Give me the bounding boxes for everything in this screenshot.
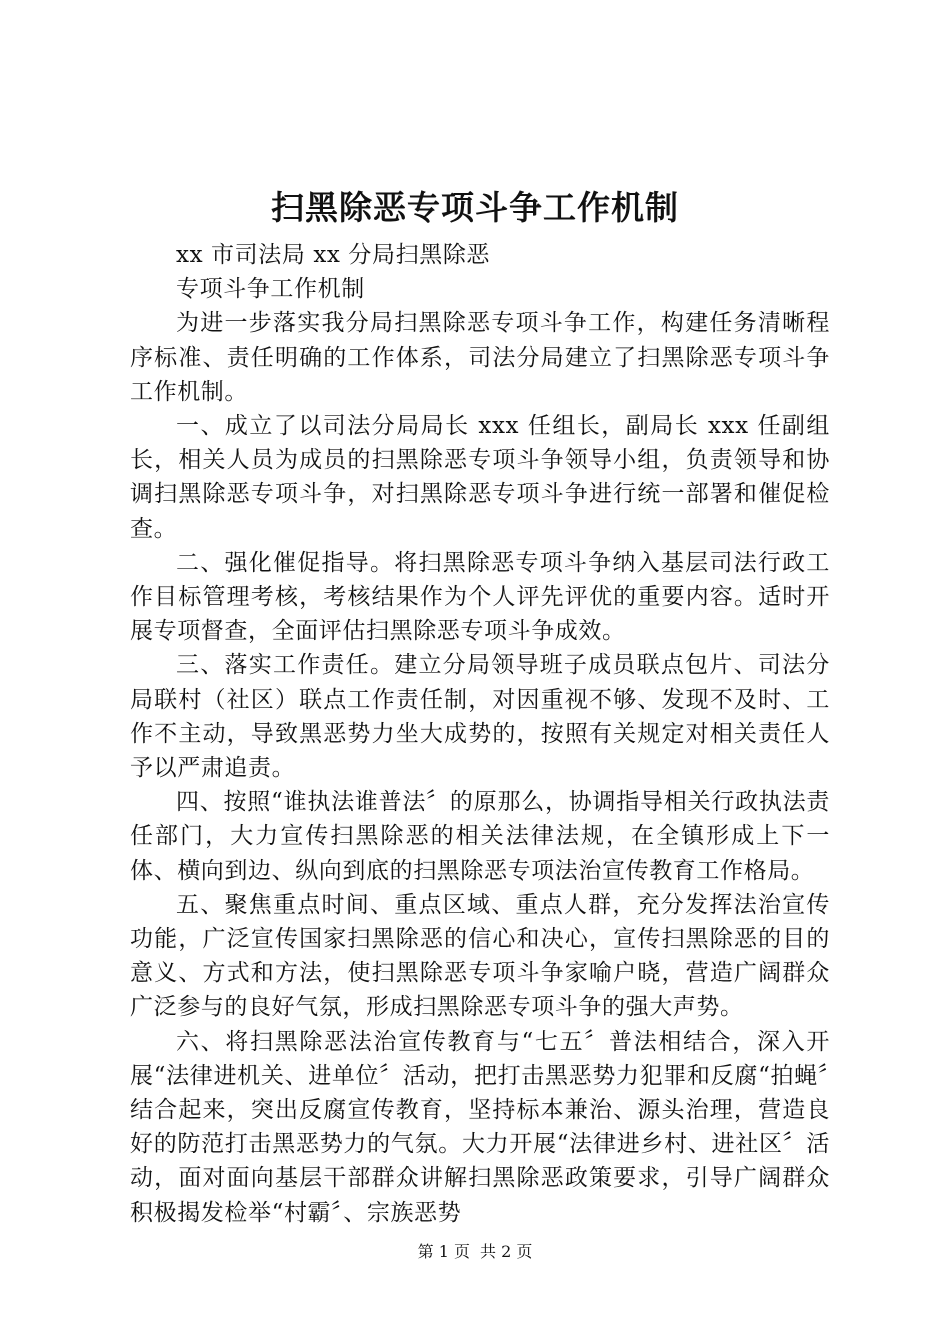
paragraph-4: 四、按照“谁执法谁普法〞的原那么，协调指导相关行政执法责任部门，大力宣传扫黑除恶的相关法律法规，在全镇形成上下一体、横向到边、纵向到底的扫黑除恶专项法治宣传教育工作格局。	[130, 789, 830, 884]
document-title: 扫黑除恶专项斗争工作机制	[271, 188, 679, 227]
subtitle-line-2: 专项斗争工作机制	[176, 276, 365, 303]
paragraph-5: 五、聚焦重点时间、重点区域、重点人群，充分发挥法治宣传功能，广泛宣传国家扫黑除恶的信心和决心，宣传扫黑除恶的目的意义、方式和方法，使扫黑除恶专项斗争家喻户晓，营造广阔群众广泛参与的良好气氛，形成扫黑除恶专项斗争的强大声势。	[130, 891, 830, 1021]
paragraph-2: 二、强化催促指导。将扫黑除恶专项斗争纳入基层司法行政工作目标管理考核，考核结果作为个人评先评优的重要内容。适时开展专项督查，全面评估扫黑除恶专项斗争成效。	[130, 549, 830, 645]
paragraph-3: 三、落实工作责任。建立分局领导班子成员联点包片、司法分局联村（社区）联点工作责任制，对因重视不够、发现不及时、工作不主动，导致黑恶势力坐大成势的，按照有关规定对相关责任人予以严肃追责。	[130, 652, 830, 782]
page-footer	[0, 1240, 950, 1264]
page-total: 共 2 页	[480, 1242, 533, 1261]
paragraph-1: 一、成立了以司法分局局长 xxx 任组长，副局长 xxx 任副组长，相关人员为成员的扫黑除恶专项斗争领导小组，负责领导和协调扫黑除恶专项斗争，对扫黑除恶专项斗争进行统一部署和催促检查。	[130, 413, 830, 542]
subtitle-line-1: xx 市司法局 xx 分局扫黑除恶	[176, 242, 491, 268]
page-number: 第 1 页	[417, 1242, 470, 1261]
document-body	[130, 238, 830, 1230]
paragraph-intro: 为进一步落实我分局扫黑除恶专项斗争工作，构建任务清晰程序标准、责任明确的工作体系，司法分局建立了扫黑除恶专项斗争工作机制。	[130, 310, 830, 405]
paragraph-6: 六、将扫黑除恶法治宣传教育与“七五〞普法相结合，深入开展“法律进机关、进单位〞活动，把打击黑恶势力犯罪和反腐“拍蝇〞结合起来，突出反腐宣传教育，坚持标本兼治、源头治理，营造良好的防范打击黑恶势力的气氛。大力开展“法律进乡村、进社区〞活动，面对面向基层干部群众讲解扫黑除恶政策要求，引导广阔群众积极揭发检举“村霸〞、宗族恶势	[130, 1028, 830, 1226]
